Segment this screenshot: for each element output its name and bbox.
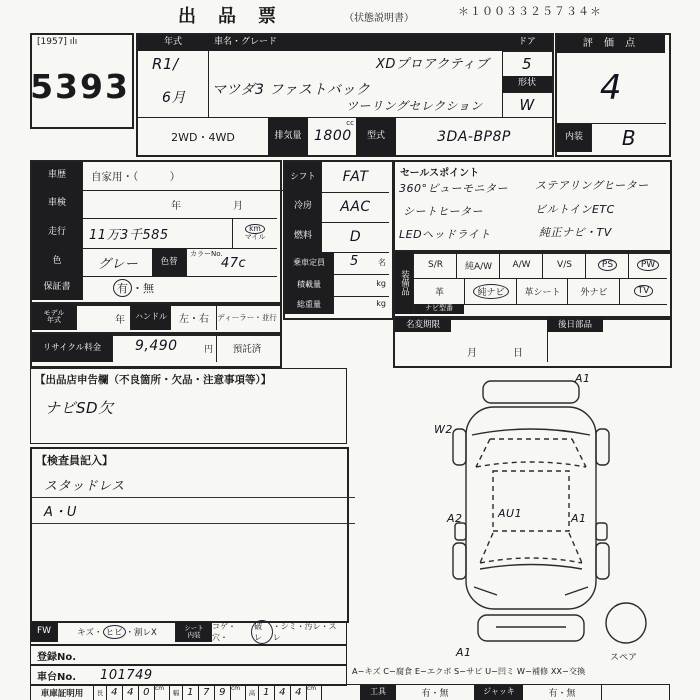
deadline-box xyxy=(393,316,672,368)
equipment-item: 革 xyxy=(434,287,444,298)
recycle-fee-value: 9,490 xyxy=(135,338,178,354)
glass-roof-lines xyxy=(476,439,586,563)
sales-point: 純正ナビ・TV xyxy=(539,226,612,239)
seat-label-2: 内装 xyxy=(187,631,201,639)
inspector-note: A・U xyxy=(32,497,355,524)
equipment-item: PS xyxy=(598,259,617,271)
model-code-label: 型式 xyxy=(356,117,396,156)
garage-row xyxy=(30,684,670,700)
rear-deck-line xyxy=(472,429,590,435)
length-digit: 4 xyxy=(106,685,122,700)
warranty-no: 無 xyxy=(143,282,154,295)
recycle-fee-row xyxy=(30,332,282,368)
corner-code: [1957] ılı xyxy=(37,37,78,47)
recycle-fee-unit: 円 xyxy=(203,345,213,355)
payload-cell xyxy=(333,274,389,297)
fw-items xyxy=(57,622,176,642)
model-year-unit: 年 xyxy=(115,315,125,326)
history-box xyxy=(30,160,282,306)
equipment-cell xyxy=(456,252,500,279)
equipment-cell xyxy=(567,278,620,305)
equipment-cell xyxy=(516,278,568,305)
model-year-cell xyxy=(76,304,131,330)
equipment-cell xyxy=(464,278,517,305)
fw-item-circled: ヒビ xyxy=(103,625,126,639)
rating-label: 評 価 点 xyxy=(557,35,665,53)
payload-unit: kg xyxy=(376,279,386,288)
name-change-label: 名変期限 xyxy=(395,318,451,332)
recycle-fee-label: リサイクル料金 xyxy=(32,334,112,362)
height-digit: 4 xyxy=(290,685,306,700)
width-unit: cm xyxy=(230,685,246,700)
inspection-cell xyxy=(82,190,277,219)
deadline-day-unit: 日 xyxy=(513,348,523,359)
equipment-item: 純ナビ xyxy=(473,284,508,299)
model-code-value: 3DA-BP8P xyxy=(396,117,552,156)
equipment-cell xyxy=(499,252,543,279)
shape-label: 形状 xyxy=(502,76,552,93)
sales-point: ビルトインETC xyxy=(535,203,615,216)
width-digit: 7 xyxy=(198,685,214,700)
weight-label: 総重量 xyxy=(285,296,333,314)
rear-bumper-outline xyxy=(483,381,579,403)
barcode-number: ＊１００３３２５７３４＊ xyxy=(458,5,602,18)
model-year-row xyxy=(30,302,282,336)
front-left-wheel xyxy=(453,543,466,579)
recycle-fee-cell xyxy=(112,334,217,362)
equipment-item: 革シート xyxy=(524,287,561,298)
sales-point: シートヒーター xyxy=(403,205,484,218)
garage-label: 車庫証明用 xyxy=(31,685,94,700)
spare-label: スペア xyxy=(610,653,638,663)
tool-label: 工具 xyxy=(360,685,396,700)
displacement-cell xyxy=(308,117,357,156)
equipment-item: 外ナビ xyxy=(580,287,608,298)
usage-history-value: 自家用・（ ） xyxy=(82,162,285,191)
shift-value: FAT xyxy=(321,162,389,193)
auction-number: 5393 xyxy=(30,66,130,106)
later-parts-label: 後日部品 xyxy=(547,318,603,332)
deadline-month-unit: 月 xyxy=(467,348,477,359)
fuel-label: 燃料 xyxy=(285,222,321,253)
rating-box xyxy=(555,33,671,157)
sales-point: ステアリングヒーター xyxy=(535,179,649,192)
car-top-view-diagram xyxy=(398,373,663,658)
ac-label: 冷房 xyxy=(285,192,321,223)
sales-point: LEDヘッドライト xyxy=(399,228,491,241)
capacity-label: 乗車定員 xyxy=(285,252,333,275)
inspection-month-unit: 月 xyxy=(233,201,243,212)
sales-points-box xyxy=(393,160,672,254)
rear-left-wheel xyxy=(453,429,466,465)
later-parts-cell xyxy=(547,318,666,362)
damage-code: W2 xyxy=(434,423,453,436)
recycle-fee-status: 預託済 xyxy=(216,334,277,362)
fw-item-pre: キズ・ xyxy=(77,628,103,638)
displacement-unit: cc xyxy=(346,119,354,127)
chassis-no-label: 車台No. xyxy=(37,671,77,683)
color-label: 色 xyxy=(32,248,82,277)
height-digit: 4 xyxy=(274,685,290,700)
sales-points-label: セールスポイント xyxy=(400,168,480,179)
door-label: ドア xyxy=(502,35,552,52)
shape-value: W xyxy=(519,95,535,114)
fuel-value: D xyxy=(321,222,389,253)
capacity-value: 5 xyxy=(350,254,359,269)
height-unit: cm xyxy=(306,685,322,700)
color-no-label: カラーNo. xyxy=(190,250,223,258)
seat-label-1: シート xyxy=(184,624,204,633)
fw-seat-row xyxy=(30,621,347,646)
page-title: 出 品 票 xyxy=(178,6,278,27)
year-cell xyxy=(138,51,209,117)
registration-no-label: 登録No. xyxy=(37,651,77,663)
damage-code: A2 xyxy=(447,512,463,525)
model-year-label xyxy=(32,304,76,330)
equipment-cell xyxy=(619,278,667,305)
equipment-label: 装備品 xyxy=(395,252,413,314)
sales-point: 360°ビューモニター xyxy=(399,182,508,195)
capacity-unit: 名 xyxy=(378,258,386,267)
seat-item-pre: コゲ・穴・ xyxy=(212,622,236,642)
name-change-cell xyxy=(395,318,548,362)
color-change-label: 色替 xyxy=(152,248,186,277)
equipment-cell xyxy=(585,252,629,279)
displacement-value: 1800 xyxy=(314,128,352,144)
grade-bottom-value: ツーリングセレクション xyxy=(346,99,483,113)
equipment-cell xyxy=(542,252,586,279)
car-name-value: マツダ3 ファストバック xyxy=(212,82,371,98)
rating-value: 4 xyxy=(599,68,623,108)
height-label: 高 xyxy=(248,689,256,697)
shift-label: シフト xyxy=(285,162,321,193)
auction-number-box xyxy=(30,33,134,129)
equipment-cell xyxy=(413,278,465,305)
height-digit: 1 xyxy=(258,685,274,700)
interior-value: B xyxy=(591,123,666,152)
damage-code: A1 xyxy=(571,512,587,525)
equipment-item: 純A/W xyxy=(464,261,493,272)
length-label: 長 xyxy=(96,689,104,697)
equipment-item: S/R xyxy=(428,260,443,270)
mileage-unit-cell xyxy=(232,218,277,249)
mileage-label: 走行 xyxy=(32,218,82,249)
damage-code: AU1 xyxy=(498,507,523,520)
warranty-sep: ・ xyxy=(132,282,143,295)
car-body-outline xyxy=(466,407,596,609)
front-bumper-outline xyxy=(478,615,584,641)
year-value-era: R1/ xyxy=(152,55,179,73)
usage-history-label: 車歴 xyxy=(32,162,82,191)
payload-label: 積載量 xyxy=(285,274,333,297)
length-digit: 4 xyxy=(122,685,138,700)
length-unit: cm xyxy=(154,685,170,700)
model-year-label-1: モデル xyxy=(43,308,65,317)
specs-box xyxy=(283,160,394,320)
handle-label: ハンドル xyxy=(130,304,171,330)
equipment-item: PW xyxy=(637,259,659,271)
weight-unit: kg xyxy=(376,299,386,308)
equipment-item: V/S xyxy=(557,260,572,270)
registration-no-row xyxy=(30,644,347,666)
year-value-month: 6月 xyxy=(162,90,186,106)
width-label: 幅 xyxy=(172,689,180,697)
seat-interior-label xyxy=(175,622,212,642)
headlight-lines xyxy=(474,587,588,595)
color-no-value: 47c xyxy=(221,256,247,271)
color-no-cell xyxy=(186,248,277,277)
length-digit: 0 xyxy=(138,685,154,700)
inspection-label: 車検 xyxy=(32,190,82,219)
declaration-label: 【出品店申告欄（不良箇所・欠品・注意事項等）】 xyxy=(35,374,272,386)
km-unit: km xyxy=(245,224,265,234)
name-grade-cell xyxy=(208,51,503,117)
seat-item-post: ・シミ・汚レ・スレ xyxy=(272,622,337,642)
model-year-label-2: 年式 xyxy=(47,316,61,324)
dealer-parallel: ディーラー・並行 xyxy=(216,304,277,330)
seat-items xyxy=(211,622,343,642)
chassis-no-row xyxy=(30,664,347,686)
capacity-cell xyxy=(333,252,389,275)
damage-legend: A−キズ C−腐食 E−エクボ S−サビ U−凹ミ W−補修 XX−交換 xyxy=(352,666,586,676)
name-grade-label: 車名・グレード xyxy=(208,35,509,51)
right-mirror xyxy=(596,523,607,540)
year-label: 年式 xyxy=(138,35,209,51)
seat-item-circled: 破レ xyxy=(251,620,273,644)
mile-unit: マイル xyxy=(244,233,266,242)
front-right-wheel xyxy=(596,543,609,579)
mileage-value: 11万3千585 xyxy=(82,218,239,249)
color-value: グレー xyxy=(82,248,153,277)
fw-item-post: ・割レX xyxy=(125,628,157,638)
warranty-cell xyxy=(82,276,307,300)
inspector-note: スタッドレス xyxy=(32,471,355,498)
navi-model-label: ナビ型番 xyxy=(413,304,464,314)
interior-label: 内装 xyxy=(557,123,591,152)
declaration-note: ナビSD欠 xyxy=(45,399,114,417)
weight-cell xyxy=(333,296,389,314)
rear-right-wheel xyxy=(596,429,609,465)
handle-value: 左・右 xyxy=(170,304,217,330)
inspector-box xyxy=(30,447,349,623)
inspection-year-unit: 年 xyxy=(171,201,181,212)
left-mirror xyxy=(455,523,466,540)
equipment-item: TV xyxy=(634,285,654,297)
tool-value: 有・無 xyxy=(396,685,475,700)
warranty-yes: 有 xyxy=(113,279,132,297)
chassis-no-value: 101749 xyxy=(100,667,153,683)
declaration-box xyxy=(30,368,347,444)
jack-value: 有・無 xyxy=(523,685,602,700)
jack-label: ジャッキ xyxy=(475,685,523,700)
page-subtitle: （状態説明書） xyxy=(344,13,414,24)
damage-code: A1 xyxy=(575,372,591,385)
door-value: 5 xyxy=(502,51,552,77)
drive-type: 2WD・4WD xyxy=(138,117,268,156)
displacement-label: 排気量 xyxy=(268,117,308,156)
fw-label: FW xyxy=(31,622,57,642)
equipment-cell xyxy=(628,252,667,279)
warranty-label: 保証書 xyxy=(32,276,82,300)
damage-code: A1 xyxy=(456,646,472,659)
equipment-box xyxy=(393,250,672,320)
vehicle-info-box xyxy=(136,33,554,157)
equipment-item: A/W xyxy=(512,260,531,270)
grade-top-value: XDプロアクティブ xyxy=(376,57,489,72)
spare-tire-circle xyxy=(606,603,646,643)
inspector-label: 【検査員記入】 xyxy=(36,454,113,467)
width-digit: 1 xyxy=(182,685,198,700)
hood-line xyxy=(480,565,582,570)
ac-value: AAC xyxy=(321,192,389,223)
width-digit: 9 xyxy=(214,685,230,700)
equipment-cell xyxy=(413,252,457,279)
